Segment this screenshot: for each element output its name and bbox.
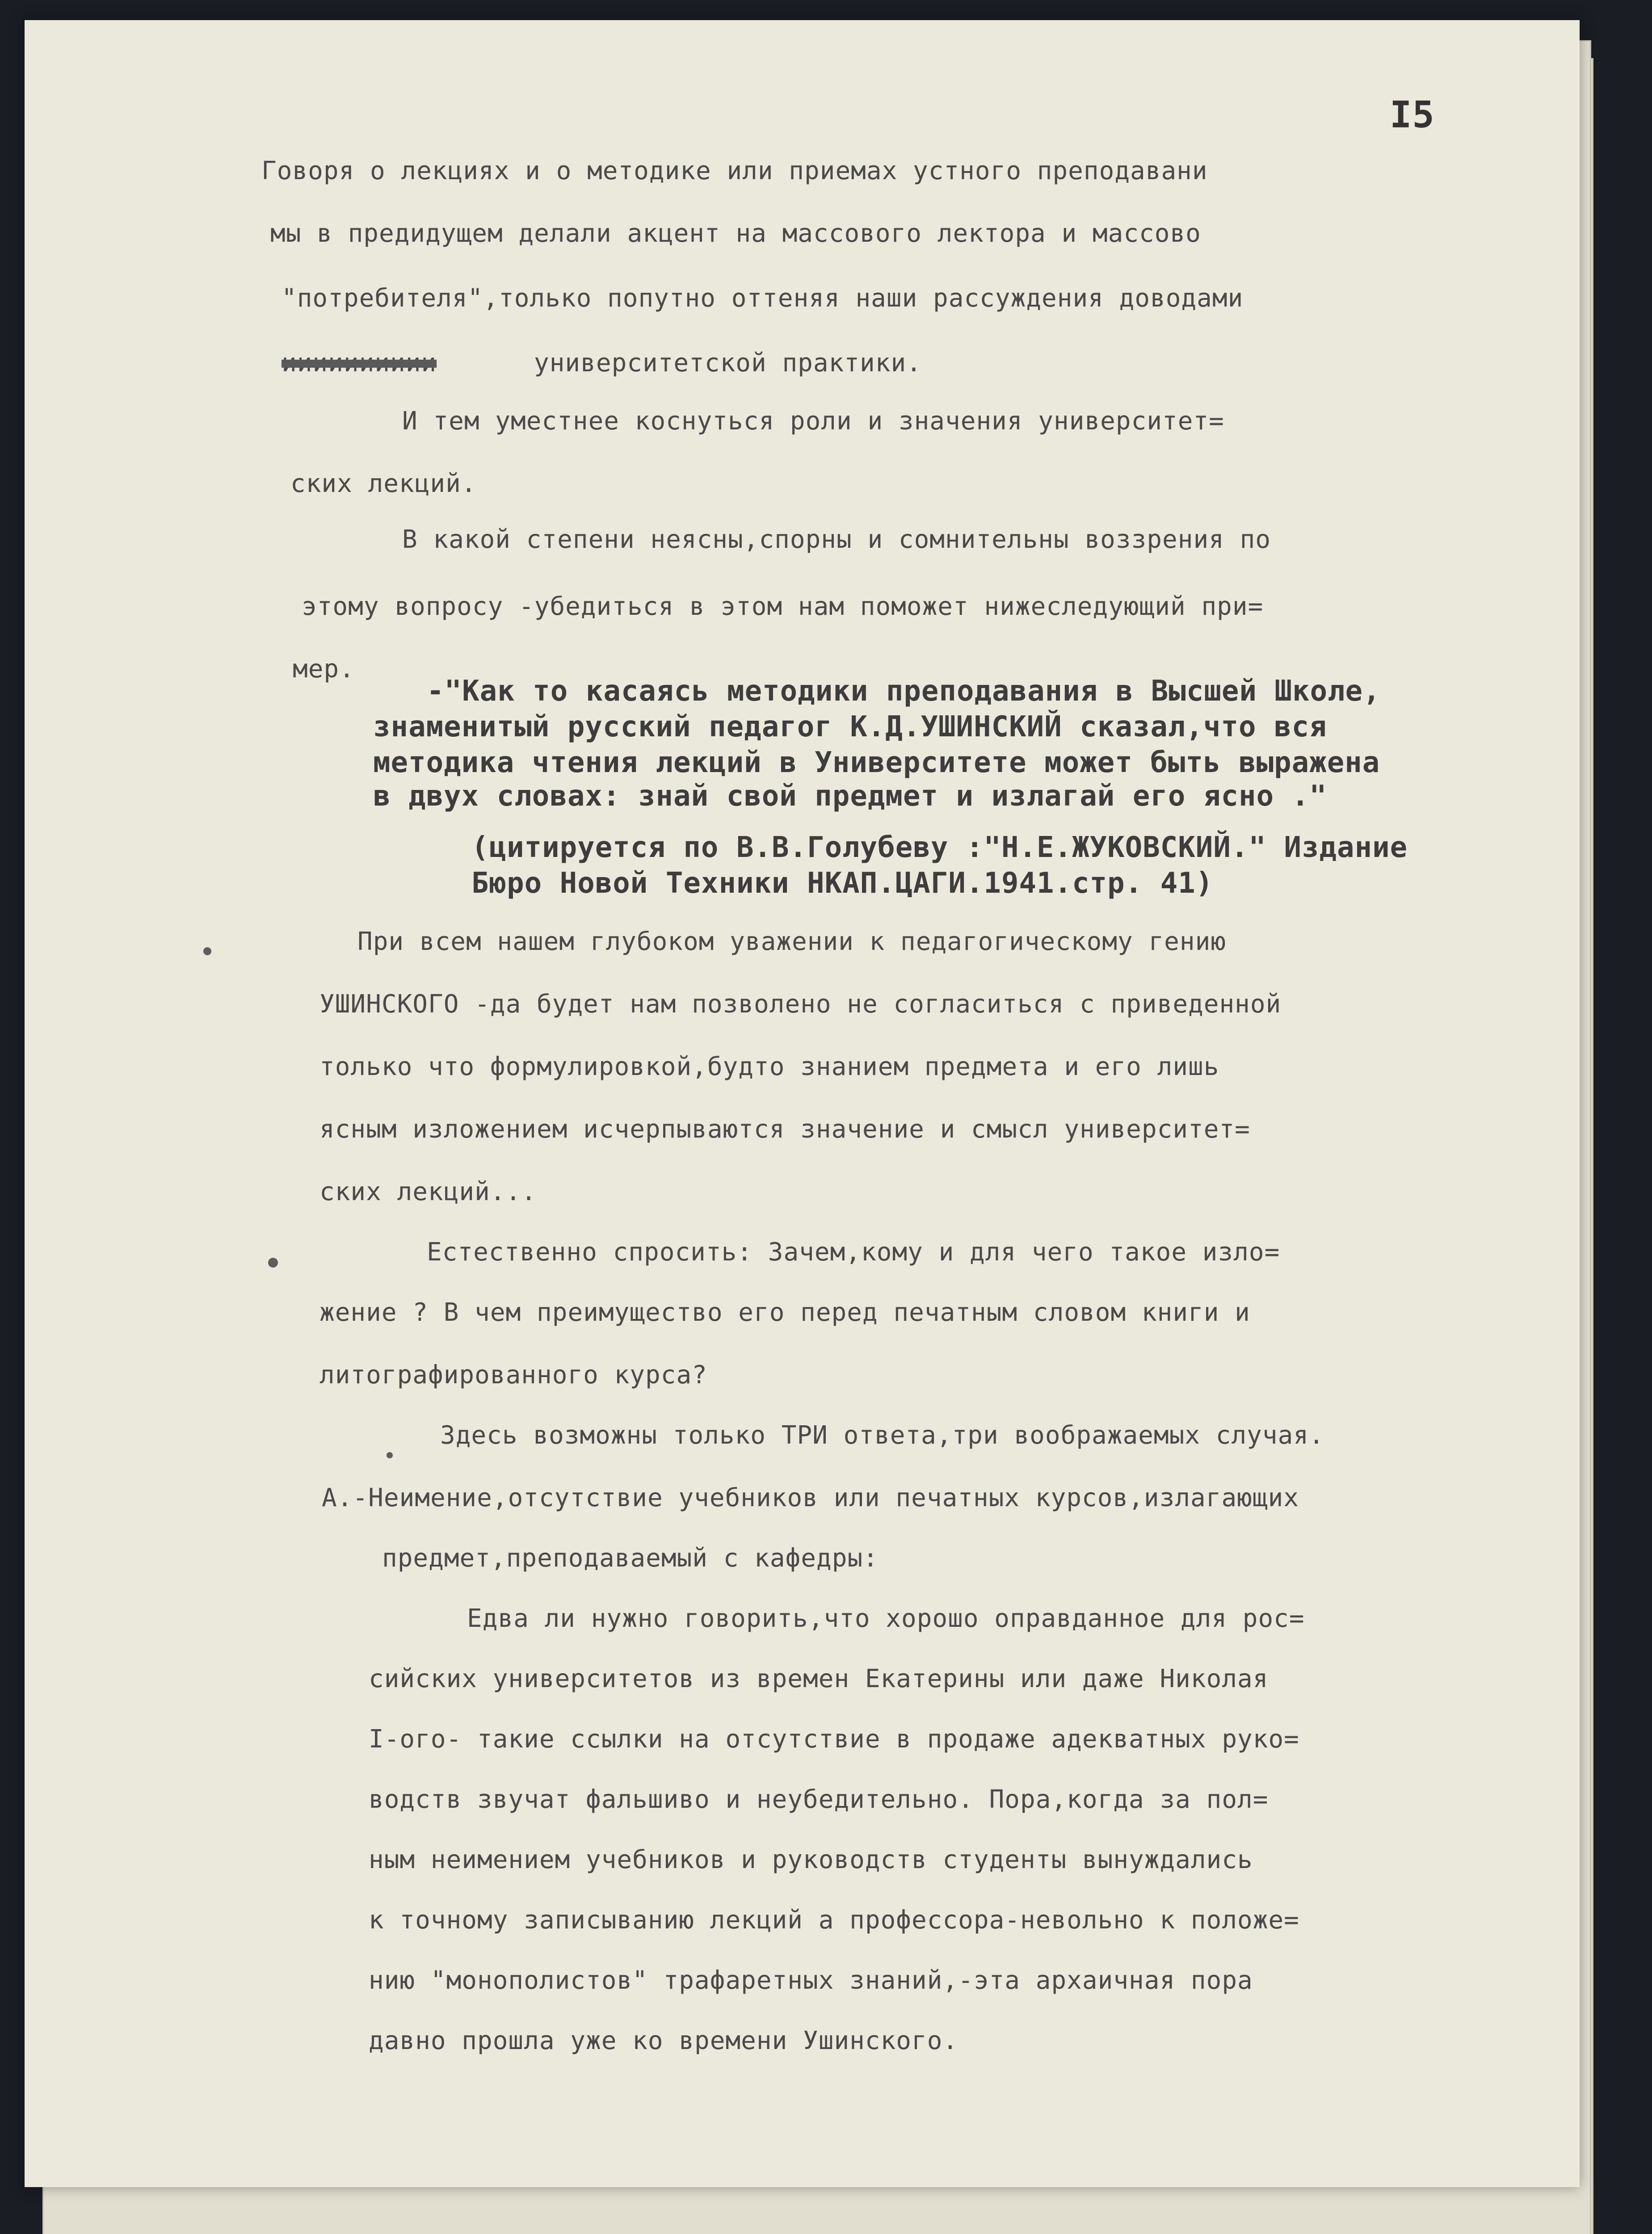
body-line-12: Едва ли нужно говорить,что хорошо оправданное для рос=	[467, 1604, 1305, 1633]
citation-line-1: (цитируется по В.В.Голубеву :"Н.Е.ЖУКОВСКИЙ." Издание	[471, 831, 1408, 864]
text-line-5: И тем уместнее коснуться роли и значения университет=	[402, 407, 1224, 436]
body-line-7: жение ? В чем преимущество его перед печатным словом книги и	[319, 1298, 1250, 1327]
ink-speck	[387, 1452, 393, 1458]
body-line-19: давно прошла уже ко времени Ушинского.	[369, 2026, 958, 2055]
quote-line-1: -"Как то касаясь методики преподавания в Высшей Школе,	[427, 675, 1381, 708]
ink-speck	[268, 1258, 278, 1268]
text-line-2: мы в предидущем делали акцент на массового лектора и массово	[270, 219, 1201, 248]
body-line-15: водств звучат фальшиво и неубедительно. Пора,когда за пол=	[369, 1785, 1269, 1814]
typewritten-page	[25, 20, 1580, 2187]
body-line-2: УШИНСКОГО -да будет нам позволено не согласиться с приведенной	[319, 990, 1282, 1019]
text-line-3: "потребителя",только попутно оттеняя наши рассуждения доводами	[282, 284, 1244, 313]
struck-out-word: ииииииииии	[282, 349, 437, 378]
body-line-8: литографированного курса?	[319, 1361, 707, 1390]
body-line-5: ских лекций...	[319, 1177, 537, 1206]
body-line-4: ясным изложением исчерпываются значение и смысл университет=	[319, 1115, 1250, 1144]
body-line-1: При всем нашем глубоком уважении к педагогическому гению	[357, 927, 1227, 956]
text-line-9: мер.	[293, 655, 355, 684]
text-line-4: университетской практики.	[534, 349, 922, 378]
body-line-10: А.-Неимение,отсутствие учебников или печатных курсов,излагающих	[322, 1483, 1299, 1512]
quote-line-4: в двух словах: знай свой предмет и излагай его ясно ."	[373, 780, 1327, 813]
body-line-11: предмет,преподаваемый с кафедры:	[382, 1544, 879, 1573]
ink-speck	[203, 947, 211, 955]
text-line-7: В какой степени неясны,спорны и сомнительны воззрения по	[402, 525, 1271, 554]
citation-line-2: Бюро Новой Техники НКАП.ЦАГИ.1941.стр. 41)	[471, 867, 1214, 900]
body-line-18: нию "монополистов" трафаретных знаний,-эта архаичная пора	[369, 1966, 1253, 1995]
quote-line-3: методика чтения лекций в Университете может быть выражена	[373, 746, 1380, 779]
body-line-14: I-ого- такие ссылки на отсутствие в продаже адекватных руко=	[369, 1725, 1299, 1754]
text-line-6: ских лекций.	[290, 469, 477, 498]
body-line-6: Естественно спросить: Зачем,кому и для чего такое изло=	[427, 1238, 1280, 1267]
text-line-1: Говоря о лекциях и о методике или приемах устного преподавани	[261, 156, 1208, 185]
page-number: I5	[1390, 94, 1435, 136]
body-line-3: только что формулировкой,будто знанием предмета и его лишь	[319, 1052, 1219, 1081]
body-line-9: Здесь возможны только ТРИ ответа,три воображаемых случая.	[440, 1421, 1324, 1450]
body-line-16: ным неимением учебников и руководств студенты вынуждались	[369, 1845, 1253, 1874]
body-line-13: сийских университетов из времен Екатерины или даже Николая	[369, 1664, 1269, 1693]
quote-line-2: знаменитый русский педагог К.Д.УШИНСКИЙ сказал,что вся	[373, 710, 1327, 743]
text-line-8: этому вопросу -убедиться в этом нам поможет нижеследующий при=	[302, 592, 1264, 621]
body-line-17: к точному записыванию лекций а профессора-невольно к положе=	[369, 1906, 1299, 1935]
